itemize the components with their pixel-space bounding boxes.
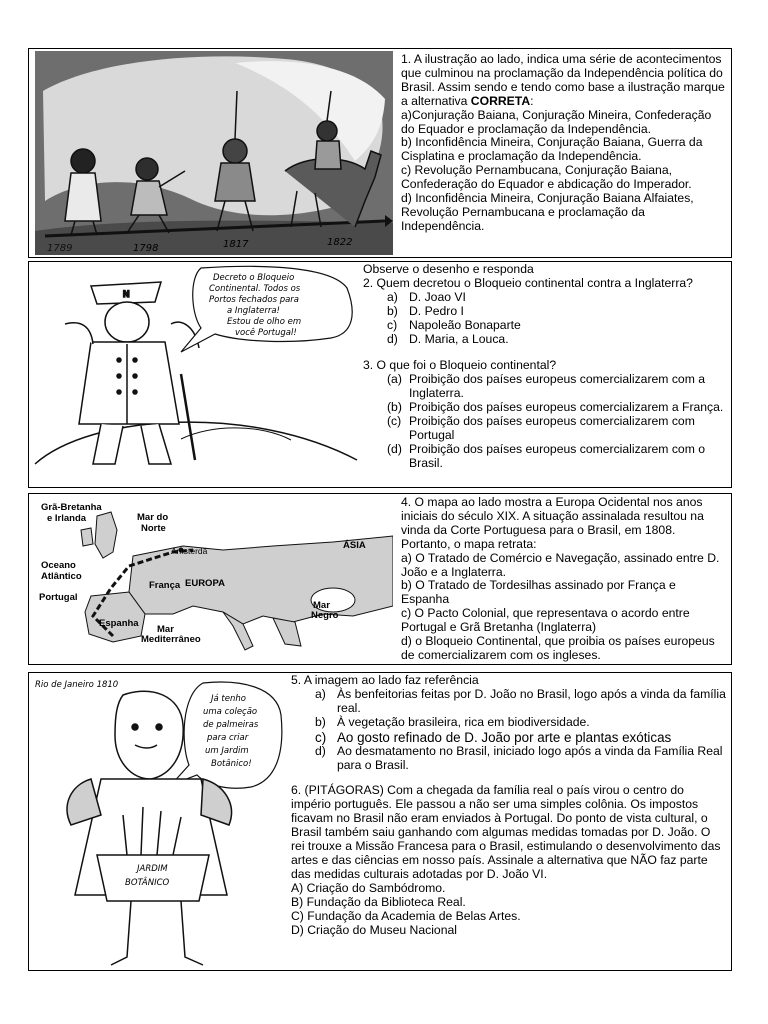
- option-text: Ao desmatamento no Brasil, iniciado logo após a vinda da Família Real para o Brasil.: [337, 743, 723, 772]
- question-1-box: [28, 48, 732, 258]
- cartoon-caption: Rio de Janeiro 1810: [35, 680, 119, 690]
- question-1-text: [401, 53, 727, 234]
- map-label-espanha: Espanha: [99, 618, 139, 629]
- speech-line-4: para criar: [207, 733, 249, 743]
- option-text: Ao gosto refinado de D. João por arte e plantas exóticas: [337, 729, 672, 745]
- question-2-option-a[interactable]: [387, 291, 727, 305]
- question-1-option-d[interactable]: d) Inconfidência Mineira, Conjuração Baiana Alfaiates, Revolução Pernambucana e proclamação da Independência.: [401, 191, 694, 233]
- map-label-portugal: Portugal: [39, 592, 78, 603]
- western-europe-map: [33, 496, 393, 662]
- map-label-mar-norte-2: Norte: [141, 523, 166, 534]
- question-6-option-c[interactable]: C) Fundação da Academia de Belas Artes.: [291, 908, 521, 923]
- option-letter: c): [315, 729, 327, 745]
- option-text: Proibição dos países europeus comercializarem a França.: [409, 400, 724, 415]
- independence-timeline-illustration: [35, 51, 393, 255]
- speech-line-2: Continental. Todos os: [209, 284, 301, 294]
- question-6-option-d[interactable]: D) Criação do Museu Nacional: [291, 922, 457, 937]
- map-label-franca: França: [149, 580, 181, 591]
- question-5-options: [291, 688, 727, 773]
- speech-line-6: você Portugal!: [235, 328, 297, 338]
- map-label-oceano-2: Atlântico: [41, 571, 82, 582]
- speech-line-1: Decreto o Bloqueio: [213, 273, 295, 283]
- year-label-2: 1798: [133, 243, 159, 254]
- option-letter: (b): [387, 400, 402, 415]
- option-letter: (a): [387, 372, 402, 387]
- pot-label-1: JARDIM: [137, 864, 168, 874]
- year-label-4: 1822: [327, 237, 353, 248]
- question-2-options: [363, 291, 727, 347]
- speech-line-5: Estou de olho em: [227, 317, 302, 327]
- question-5-option-c[interactable]: [315, 730, 727, 745]
- question-1-option-b[interactable]: b) Inconfidência Mineira, Conjuração Baiana, Guerra da Cisplatina e proclamação da Independência.: [401, 135, 703, 164]
- question-5-prompt: 5. A imagem ao lado faz referência: [291, 673, 479, 687]
- question-2-prompt: 2. Quem decretou o Bloqueio continental contra a Inglaterra?: [363, 275, 693, 290]
- map-label-mar-negro-1: Mar: [313, 600, 330, 611]
- question-6-option-a[interactable]: A) Criação do Sambódromo.: [291, 880, 446, 895]
- napoleon-cartoon: [31, 264, 361, 486]
- question-5-option-d[interactable]: [315, 745, 727, 773]
- option-letter: c): [387, 317, 398, 332]
- question-3-prompt: 3. O que foi o Bloqueio continental?: [363, 358, 557, 373]
- option-letter: b): [315, 714, 326, 729]
- question-3-option-b[interactable]: [387, 401, 727, 415]
- map-label-mar-negro-2: Negro: [311, 610, 339, 621]
- question-3-option-a[interactable]: [387, 373, 727, 401]
- question-5-option-b[interactable]: [315, 716, 727, 730]
- year-label-1: 1789: [47, 243, 73, 254]
- question-4-text: [401, 496, 727, 663]
- option-text: Às benfeitorias feitas por D. João no Brasil, logo após a vinda da família real.: [337, 686, 726, 715]
- map-label-europa: EUROPA: [185, 578, 225, 589]
- map-label-mar-med-2: Mediterrâneo: [141, 634, 201, 645]
- option-letter: d): [315, 743, 326, 758]
- map-label-mar-norte-1: Mar do: [137, 512, 169, 523]
- question-1-emphasis: CORRETA: [470, 93, 531, 108]
- speech-line-5: um Jardim: [205, 746, 249, 756]
- question-3-options: [363, 373, 727, 470]
- question-6-option-b[interactable]: B) Fundação da Biblioteca Real.: [291, 894, 466, 909]
- question-2-3-text: [363, 263, 727, 471]
- map-label-gb-1: Grã-Bretanha: [41, 502, 102, 513]
- option-letter: d): [387, 331, 398, 346]
- question-2-lead: Observe o desenho e responda: [363, 262, 534, 276]
- question-5-6-box: [28, 672, 732, 971]
- option-letter: (d): [387, 441, 402, 456]
- svg-text:N: N: [123, 289, 130, 299]
- option-text: Proibição dos países europeus comercializarem com o Brasil.: [409, 441, 706, 470]
- option-text: D. Joao VI: [409, 289, 466, 304]
- question-2-option-d[interactable]: [387, 333, 727, 347]
- option-text: À vegetação brasileira, rica em biodiversidade.: [337, 714, 590, 729]
- question-4-option-d[interactable]: d) o Bloqueio Continental, que proibia os países europeus de comercializarem com os ingleses.: [401, 634, 715, 662]
- question-4-option-b[interactable]: b) O Tratado de Tordesilhas assinado por França e Espanha: [401, 578, 676, 607]
- speech-line-6: Botânico!: [211, 759, 252, 769]
- pot-label-2: BOTÂNICO: [125, 878, 170, 888]
- year-label-3: 1817: [223, 239, 249, 250]
- question-3-option-d[interactable]: [387, 443, 727, 471]
- option-text: D. Maria, a Louca.: [409, 331, 509, 346]
- question-1-option-a[interactable]: a)Conjuração Baiana, Conjuração Mineira, Confederação do Equador e proclamação da Independência.: [401, 107, 712, 136]
- option-text: Napoleão Bonaparte: [409, 317, 521, 332]
- option-text: Proibição dos países europeus comercializarem com a Inglaterra.: [409, 372, 706, 401]
- speech-line-1: Já tenho: [211, 694, 246, 704]
- question-1-colon: :: [530, 93, 534, 108]
- option-text: Proibição dos países europeus comercializarem com Portugal: [409, 414, 695, 442]
- question-4-box: [28, 493, 732, 665]
- question-1-option-c[interactable]: c) Revolução Pernambucana, Conjuração Baiana, Confederação do Equador e abdicação do Imperador.: [401, 163, 692, 192]
- question-5-6-text: [291, 674, 727, 937]
- map-label-amsterda: Amsterdã: [171, 546, 208, 556]
- question-5-option-a[interactable]: [315, 688, 727, 716]
- question-6-prompt: 6. (PITÁGORAS) Com a chegada da família real o país virou o centro do império português. Ele passou a não ser uma simples colônia. Os impostos ficavam no Brasil não eram enviados à Portugal. Do ponto de vista cultural, o Brasil também saiu ganhando com algumas medidas tomadas por D. João. O rei trouxe a Missão Francesa para o Brasil, estimulando o desenvolvimento das artes e das ciências em nosso país. Assinale a alternativa que NÃO faz parte das medidas culturais adotadas por D. João VI.: [291, 783, 721, 881]
- map-label-oceano-1: Oceano: [41, 560, 76, 571]
- question-4-option-a[interactable]: a) O Tratado de Comércio e Navegação, assinado entre D. João e a Inglaterra.: [401, 550, 720, 579]
- speech-line-3: de palmeiras: [203, 720, 259, 730]
- question-2-option-b[interactable]: [387, 305, 727, 319]
- option-letter: a): [315, 686, 326, 701]
- option-letter: b): [387, 303, 398, 318]
- option-letter: (c): [387, 414, 402, 429]
- speech-line-3: Portos fechados para: [209, 295, 300, 305]
- option-letter: a): [387, 289, 398, 304]
- question-1-prompt: [401, 53, 727, 109]
- dom-joao-cartoon: [31, 675, 287, 969]
- question-3-option-c[interactable]: [387, 415, 727, 443]
- map-label-mar-med-1: Mar: [157, 624, 174, 635]
- question-2-option-c[interactable]: [387, 319, 727, 333]
- question-1-intro: 1. A ilustração ao lado, indica uma série de acontecimentos que culminou na proclamação da Independência política do Brasil. Assim sendo e tendo como base a ilustração marque a alternativa: [401, 52, 725, 108]
- speech-line-4: a Inglaterra!: [227, 306, 280, 316]
- map-label-asia: ÁSIA: [343, 540, 366, 551]
- question-4-prompt: 4. O mapa ao lado mostra a Europa Ocidental nos anos iniciais do século XIX. A situação assinalada resultou na vinda da Corte Portuguesa para o Brasil, em 1808. Portanto, o mapa retrata:: [401, 495, 704, 551]
- map-label-gb-2: e Irlanda: [47, 513, 87, 524]
- speech-line-2: uma coleção: [203, 707, 258, 717]
- question-2-3-box: [28, 261, 732, 488]
- option-text: D. Pedro I: [409, 303, 464, 318]
- question-4-option-c[interactable]: c) O Pacto Colonial, que representava o acordo entre Portugal e Grã Bretanha (Inglaterra): [401, 606, 690, 635]
